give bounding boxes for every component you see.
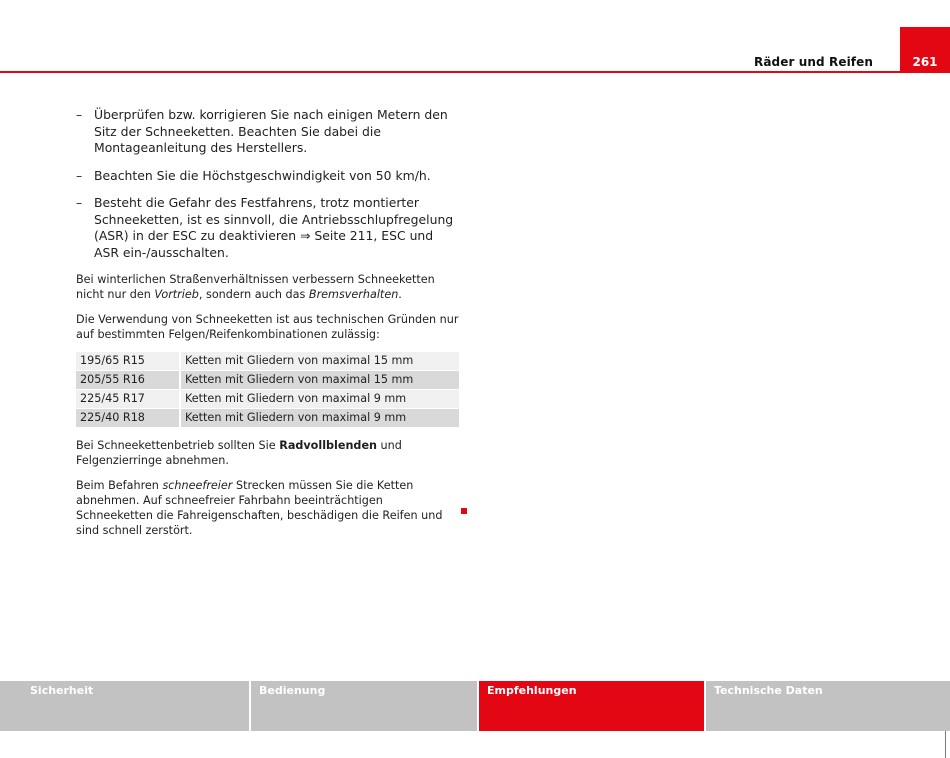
nav-tab-empfehlungen[interactable]: Empfehlungen <box>479 681 704 731</box>
chapter-title: Räder und Reifen <box>753 55 873 69</box>
chain-spec-cell: Ketten mit Gliedern von maximal 9 mm <box>180 409 459 428</box>
section-end-marker <box>461 508 467 514</box>
emphasis-braking: Bremsverhalten <box>308 288 399 301</box>
table-row <box>76 352 459 371</box>
paragraph-remove-chains <box>76 478 460 538</box>
text-run: Bei Schneekettenbetrieb sollten Sie <box>76 439 280 452</box>
main-content <box>76 107 460 548</box>
text-run: Bei winterlichen Straßenverhältnissen verbessern Schneeketten nicht nur den <box>76 273 435 301</box>
text-run: und Felgenzierringe abnehmen. <box>76 439 402 467</box>
chain-size-table <box>76 352 459 428</box>
nav-tab-sicherheit[interactable]: Sicherheit <box>0 681 249 731</box>
table-row <box>76 390 459 409</box>
text-run: , sondern auch das <box>198 288 309 301</box>
page-edge-line <box>945 731 946 758</box>
tyre-size-cell: 205/55 R16 <box>76 371 180 390</box>
chain-spec-cell: Ketten mit Gliedern von maximal 15 mm <box>180 371 459 390</box>
step-marker: – <box>76 167 83 183</box>
instruction-step <box>76 168 460 185</box>
tyre-size-cell: 195/65 R15 <box>76 352 180 371</box>
nav-tab-bedienung[interactable]: Bedienung <box>251 681 477 731</box>
text-run: Strecken müssen Sie die Ketten abnehmen. Auf schneefreier Fahrbahn beeinträchtigen Schneeketten die Fahreigenschaften, beschädigen die Reifen und sind schnell zerstört. <box>76 479 443 537</box>
emphasis-snow-free: schneefreier <box>162 479 233 492</box>
text-run: . <box>398 288 402 301</box>
header-rule <box>0 71 950 73</box>
step-text: Beachten Sie die Höchstgeschwindigkeit von 50 km/h. <box>94 167 431 183</box>
page-number: 261 <box>912 55 938 69</box>
table-row <box>76 409 459 428</box>
tyre-size-cell: 225/45 R17 <box>76 390 180 409</box>
chain-spec-cell: Ketten mit Gliedern von maximal 15 mm <box>180 352 459 371</box>
text-run: Beim Befahren <box>76 479 163 492</box>
paragraph-wheel-covers <box>76 438 460 468</box>
paragraph-permitted-combinations: Die Verwendung von Schneeketten ist aus technischen Gründen nur auf bestimmten Felgen/Reifenkombinationen zulässig: <box>76 313 459 341</box>
chain-spec-cell: Ketten mit Gliedern von maximal 9 mm <box>180 390 459 409</box>
nav-tab-technische-daten[interactable]: Technische Daten <box>706 681 950 731</box>
step-marker: – <box>76 195 83 210</box>
step-marker: – <box>76 107 83 122</box>
instruction-step <box>76 107 460 157</box>
page-number-box <box>900 27 950 73</box>
step-text: Überprüfen bzw. korrigieren Sie nach einigen Metern den Sitz der Schneeketten. Beachten Sie dabei die Montageanleitung des Herstellers. <box>94 107 448 155</box>
step-text: Besteht die Gefahr des Festfahrens, trotz montierter Schneeketten, ist es sinnvoll, die Antriebsschlupfregelung (ASR) in der ESC zu deaktivieren ⇒ Seite 211, ESC und ASR ein-/ausschalten. <box>94 195 454 260</box>
tyre-size-cell: 225/40 R18 <box>76 409 180 428</box>
emphasis-traction: Vortrieb <box>154 288 199 301</box>
paragraph-winter-conditions <box>76 272 460 302</box>
bold-wheel-covers: Radvollblenden <box>279 439 377 452</box>
footer-navigation <box>0 681 950 731</box>
instruction-step <box>76 195 460 261</box>
instruction-steps <box>76 107 460 261</box>
table-row <box>76 371 459 390</box>
